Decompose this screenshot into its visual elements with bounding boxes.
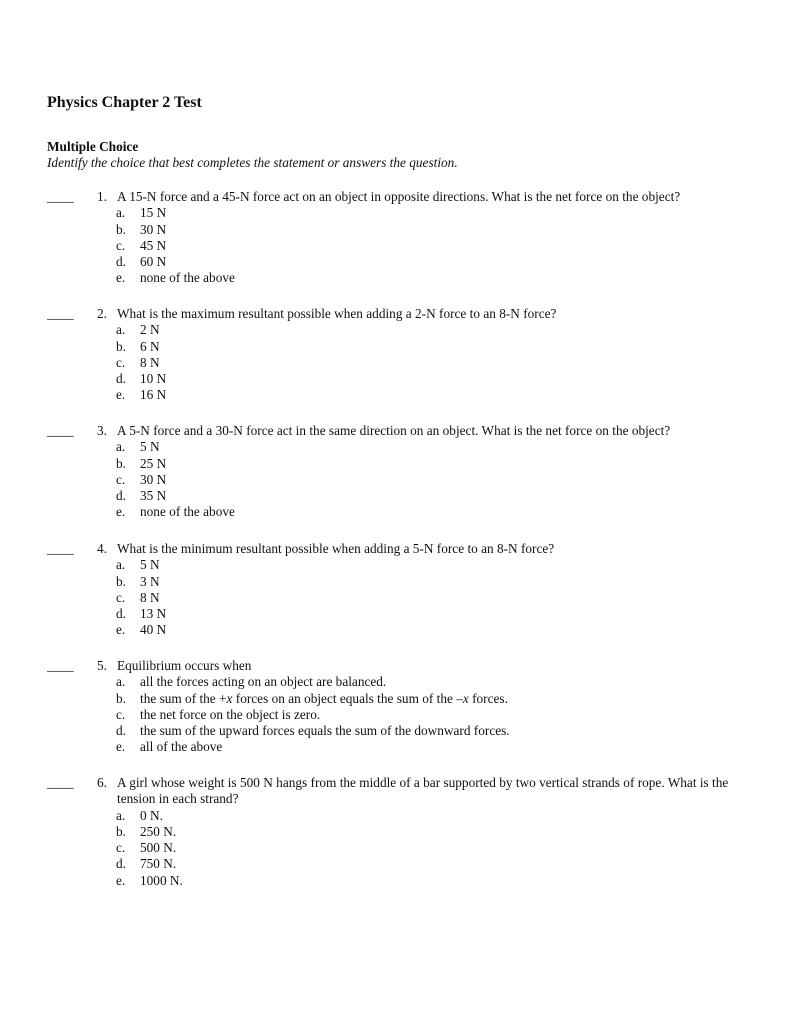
option-text: 5 N <box>140 439 160 455</box>
answer-option[interactable] <box>0 808 791 824</box>
question-number: 6. <box>97 775 107 790</box>
answer-option[interactable] <box>0 824 791 840</box>
option-text: 35 N <box>140 488 167 504</box>
answer-option[interactable] <box>0 456 791 472</box>
answer-options <box>0 674 791 755</box>
option-text: 8 N <box>140 354 160 370</box>
answer-option[interactable] <box>0 707 791 723</box>
answer-option[interactable] <box>0 873 791 889</box>
answer-options <box>0 205 791 286</box>
answer-options <box>0 439 791 520</box>
option-letter: e. <box>116 387 126 403</box>
option-letter: c. <box>116 589 126 605</box>
option-text: 16 N <box>140 387 167 403</box>
option-text: all of the above <box>140 739 223 755</box>
answer-option[interactable] <box>0 840 791 856</box>
question-text: What is the maximum resultant possible when adding a 2-N force to an 8-N force? <box>117 306 557 321</box>
option-letter: c. <box>116 471 126 487</box>
option-letter: b. <box>116 823 126 839</box>
option-letter: d. <box>116 606 126 622</box>
question-number: 1. <box>97 189 107 204</box>
answer-blank[interactable]: ____ <box>47 423 74 438</box>
option-letter: a. <box>116 205 126 221</box>
answer-option[interactable] <box>0 723 791 739</box>
option-letter: a. <box>116 322 126 338</box>
option-letter: d. <box>116 254 126 270</box>
answer-option[interactable] <box>0 472 791 488</box>
option-text: 30 N <box>140 471 167 487</box>
option-text: 1000 N. <box>140 872 183 888</box>
question-text: Equilibrium occurs when <box>117 658 252 673</box>
answer-option[interactable] <box>0 238 791 254</box>
option-text: 25 N <box>140 455 167 471</box>
option-letter: e. <box>116 504 126 520</box>
answer-options <box>0 557 791 638</box>
answer-options <box>0 808 791 889</box>
option-letter: d. <box>116 371 126 387</box>
option-text: 8 N <box>140 589 160 605</box>
option-text: 2 N <box>140 322 160 338</box>
option-text: 30 N <box>140 221 167 237</box>
option-text: none of the above <box>140 270 235 286</box>
option-letter: a. <box>116 439 126 455</box>
answer-option[interactable] <box>0 574 791 590</box>
page-title: Physics Chapter 2 Test <box>47 94 202 111</box>
section-heading: Multiple Choice <box>47 139 139 154</box>
question-number: 5. <box>97 658 107 673</box>
question-text: What is the minimum resultant possible when adding a 5-N force to an 8-N force? <box>117 541 555 556</box>
option-letter: d. <box>116 856 126 872</box>
answer-option[interactable] <box>0 254 791 270</box>
option-text: all the forces acting on an object are balanced. <box>140 674 387 690</box>
option-letter: c. <box>116 706 126 722</box>
option-text: 40 N <box>140 622 167 638</box>
answer-option[interactable] <box>0 674 791 690</box>
option-text: 0 N. <box>140 807 163 823</box>
option-letter: d. <box>116 723 126 739</box>
answer-option[interactable] <box>0 622 791 638</box>
option-text: 15 N <box>140 205 167 221</box>
option-letter: a. <box>116 674 126 690</box>
section-instructions: Identify the choice that best completes the statement or answers the question. <box>47 155 458 170</box>
option-text: 13 N <box>140 606 167 622</box>
option-text: 3 N <box>140 573 160 589</box>
option-letter: e. <box>116 739 126 755</box>
answer-option[interactable] <box>0 371 791 387</box>
question-number: 4. <box>97 541 107 556</box>
option-letter: c. <box>116 237 126 253</box>
option-text: the sum of the +x forces on an object equals the sum of the –x forces. <box>140 690 508 706</box>
option-text: 6 N <box>140 338 160 354</box>
answer-option[interactable] <box>0 739 791 755</box>
answer-option[interactable] <box>0 606 791 622</box>
question-text: A 15-N force and a 45-N force act on an object in opposite directions. What is the net force on the object? <box>117 189 681 204</box>
answer-option[interactable] <box>0 322 791 338</box>
answer-option[interactable] <box>0 691 791 707</box>
option-text: 60 N <box>140 254 167 270</box>
question-text: A 5-N force and a 30-N force act in the same direction on an object. What is the net force on the object? <box>117 423 671 438</box>
answer-option[interactable] <box>0 590 791 606</box>
answer-option[interactable] <box>0 355 791 371</box>
question-number: 2. <box>97 306 107 321</box>
answer-option[interactable] <box>0 488 791 504</box>
option-letter: b. <box>116 690 126 706</box>
option-letter: b. <box>116 455 126 471</box>
option-letter: d. <box>116 488 126 504</box>
answer-option[interactable] <box>0 205 791 221</box>
question-text: A girl whose weight is 500 N hangs from the middle of a bar supported by two vertical strands of rope. What is the tension in each strand? <box>117 775 729 807</box>
option-text: the net force on the object is zero. <box>140 706 321 722</box>
option-text: the sum of the upward forces equals the sum of the downward forces. <box>140 723 510 739</box>
option-text: 500 N. <box>140 840 177 856</box>
answer-blank[interactable]: ____ <box>47 306 74 321</box>
option-text: 250 N. <box>140 823 177 839</box>
option-letter: e. <box>116 872 126 888</box>
option-letter: e. <box>116 622 126 638</box>
answer-option[interactable] <box>0 270 791 286</box>
option-letter: b. <box>116 338 126 354</box>
answer-option[interactable] <box>0 557 791 573</box>
answer-option[interactable] <box>0 339 791 355</box>
answer-option[interactable] <box>0 504 791 520</box>
option-letter: e. <box>116 270 126 286</box>
option-letter: b. <box>116 573 126 589</box>
answer-blank[interactable]: ____ <box>47 189 74 204</box>
option-letter: c. <box>116 354 126 370</box>
option-letter: b. <box>116 221 126 237</box>
answer-blank[interactable]: ____ <box>47 541 74 556</box>
option-text: 5 N <box>140 557 160 573</box>
option-text: none of the above <box>140 504 235 520</box>
option-letter: a. <box>116 557 126 573</box>
option-text: 750 N. <box>140 856 177 872</box>
answer-option[interactable] <box>0 439 791 455</box>
option-text: 10 N <box>140 371 167 387</box>
answer-blank[interactable]: ____ <box>47 775 74 790</box>
answer-option[interactable] <box>0 387 791 403</box>
answer-option[interactable] <box>0 856 791 872</box>
option-letter: c. <box>116 840 126 856</box>
answer-blank[interactable]: ____ <box>47 658 74 673</box>
option-letter: a. <box>116 807 126 823</box>
option-text: 45 N <box>140 237 167 253</box>
question-number: 3. <box>97 423 107 438</box>
answer-option[interactable] <box>0 222 791 238</box>
answer-options <box>0 322 791 403</box>
